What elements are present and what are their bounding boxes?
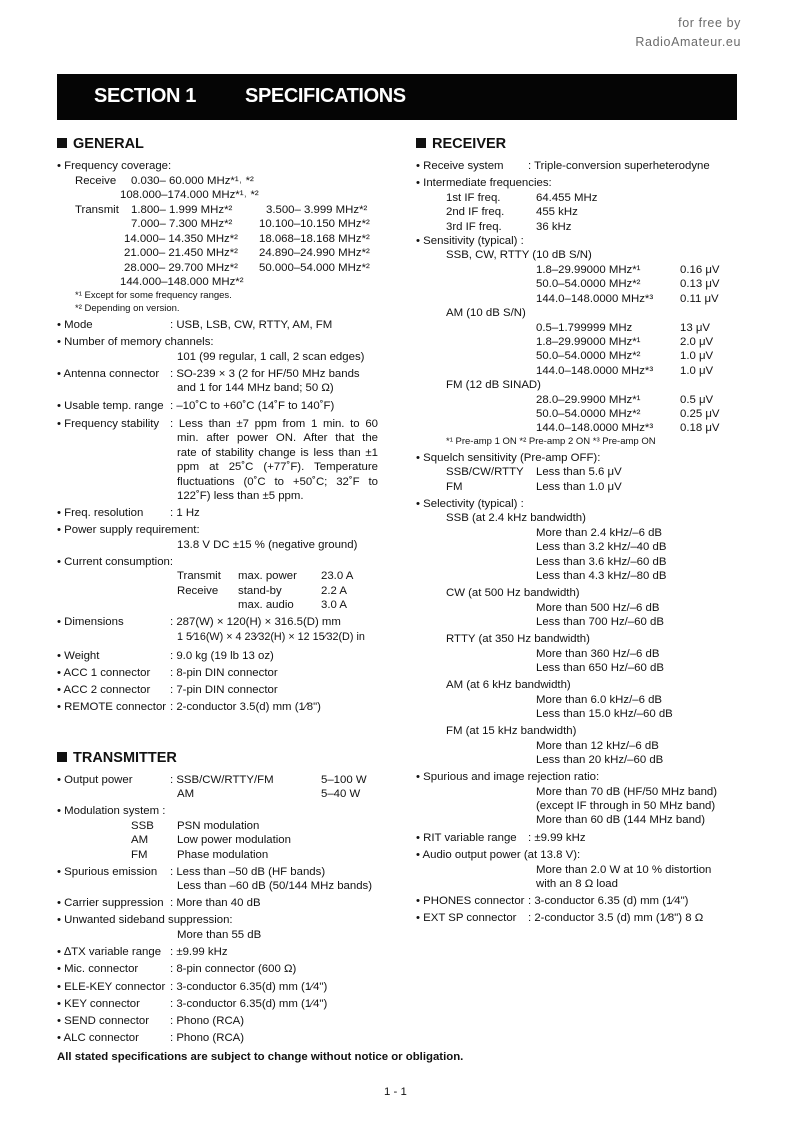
selectivity-value: More than 360 Hz/–6 dB: [536, 648, 660, 660]
output-mode: : SSB/CW/RTTY/FM: [170, 774, 274, 786]
receive-range-1: 0.030– 60.000 MHz*¹˒ *²: [131, 175, 254, 187]
current-condition: max. power: [238, 570, 297, 582]
watermark-line-1: for free by: [678, 16, 741, 30]
stability-value: : Less than ±7 ppm from 1 min. to 60: [170, 418, 378, 430]
sens-value: 0.16 μV: [680, 264, 720, 276]
spurious-image-value: More than 70 dB (HF/50 MHz band): [536, 786, 718, 798]
alc-label: • ALC connector: [57, 1032, 139, 1044]
stability-value: 122˚F) less than ±5 ppm.: [177, 490, 304, 502]
selectivity-label: • Selectivity (typical) :: [416, 498, 524, 510]
section-title: SPECIFICATIONS: [245, 85, 406, 107]
phones-label: • PHONES connector: [416, 895, 525, 907]
audio-output-label: • Audio output power (at 13.8 V):: [416, 849, 581, 861]
selectivity-value: More than 6.0 kHz/–6 dB: [536, 694, 662, 706]
selectivity-mode: RTTY (at 350 Hz bandwidth): [446, 633, 590, 645]
sens-value: 0.25 μV: [680, 408, 720, 420]
stability-label: • Frequency stability: [57, 418, 160, 430]
weight-label: • Weight: [57, 650, 100, 662]
dimensions-mm: : 287(W) × 120(H) × 316.5(D) mm: [170, 616, 341, 628]
remote-value: : 2-conductor 3.5(d) mm (1⁄8"): [170, 701, 321, 713]
selectivity-value: Less than 20 kHz/–60 dB: [536, 754, 664, 766]
selectivity-mode: AM (at 6 kHz bandwidth): [446, 679, 571, 691]
output-mode: AM: [177, 788, 195, 800]
spurious-image-value: (except IF through in 50 MHz band): [536, 800, 716, 812]
dtx-label: • ∆TX variable range: [57, 946, 162, 958]
am-sens-label: AM (10 dB S/N): [446, 307, 526, 319]
selectivity-mode: FM (at 15 kHz bandwidth): [446, 725, 577, 737]
carrier-label: • Carrier suppression: [57, 897, 164, 909]
sens-value: 1.0 μV: [680, 365, 714, 377]
sens-range: 1.8–29.99000 MHz*¹: [536, 264, 641, 276]
current-label: • Current consumption:: [57, 556, 174, 568]
current-value: 3.0 A: [321, 599, 347, 611]
selectivity-mode: CW (at 500 Hz bandwidth): [446, 587, 580, 599]
audio-output-value-2: with an 8 Ω load: [536, 878, 618, 890]
sens-range: 144.0–148.0000 MHz*³: [536, 365, 654, 377]
current-mode: Transmit: [177, 570, 221, 582]
general-heading: [57, 136, 144, 152]
selectivity-value: Less than 3.2 kHz/–40 dB: [536, 541, 667, 553]
sens-range: 144.0–148.0000 MHz*³: [536, 422, 654, 434]
modulation-mode: FM: [131, 849, 148, 861]
alc-value: : Phono (RCA): [170, 1032, 245, 1044]
selectivity-value: More than 12 kHz/–6 dB: [536, 740, 659, 752]
spurious-value-2: Less than –60 dB (50/144 MHz bands): [177, 880, 373, 892]
spurious-image-value: More than 60 dB (144 MHz band): [536, 814, 706, 826]
current-mode: Receive: [177, 585, 219, 597]
power-supply-label: • Power supply requirement:: [57, 524, 200, 536]
selectivity-value: Less than 650 Hz/–60 dB: [536, 662, 664, 674]
phones-value: : 3-conductor 6.35 (d) mm (1⁄4"): [528, 895, 689, 907]
key-label: • KEY connector: [57, 998, 140, 1010]
transmit-range: 18.068–18.168 MHz*²: [259, 233, 370, 245]
selectivity-value: More than 500 Hz/–6 dB: [536, 602, 660, 614]
selectivity-mode: SSB (at 2.4 kHz bandwidth): [446, 512, 586, 524]
elekey-label: • ELE-KEY connector: [57, 981, 166, 993]
square-bullet-icon: [57, 138, 67, 148]
transmit-range: 28.000– 29.700 MHz*²: [124, 262, 238, 274]
transmit-range: 7.000– 7.300 MHz*²: [131, 218, 233, 230]
extsp-label: • EXT SP connector: [416, 912, 517, 924]
carrier-value: : More than 40 dB: [170, 897, 261, 909]
transmit-range: 3.500– 3.999 MHz*²: [266, 204, 368, 216]
sens-range: 50.0–54.0000 MHz*²: [536, 350, 641, 362]
transmit-range: 1.800– 1.999 MHz*²: [131, 204, 233, 216]
selectivity-value: Less than 3.6 kHz/–60 dB: [536, 556, 667, 568]
receive-system-label: • Receive system: [416, 160, 504, 172]
selectivity-value: More than 2.4 kHz/–6 dB: [536, 527, 662, 539]
freq-coverage-label: • Frequency coverage:: [57, 160, 172, 172]
transmit-range: 50.000–54.000 MHz*²: [259, 262, 370, 274]
memory-value: 101 (99 regular, 1 call, 2 scan edges): [177, 351, 365, 363]
receiver-heading-text: RECEIVER: [432, 136, 507, 152]
sens-range: 144.0–148.0000 MHz*³: [536, 293, 654, 305]
stability-value: ppm at 25˚C (+77˚F). Temperature: [177, 461, 378, 473]
transmit-range: 144.000–148.000 MHz*²: [120, 276, 244, 288]
squelch-label: • Squelch sensitivity (Pre-amp OFF):: [416, 452, 601, 464]
output-value: 5–100 W: [321, 774, 367, 786]
modulation-label: • Modulation system :: [57, 805, 166, 817]
transmit-label: Transmit: [75, 204, 119, 216]
receive-system-value: : Triple-conversion superheterodyne: [528, 160, 710, 172]
if-value: 36 kHz: [536, 221, 572, 233]
receive-label: Receive: [75, 175, 117, 187]
resolution-label: • Freq. resolution: [57, 507, 144, 519]
extsp-value: : 2-conductor 3.5 (d) mm (1⁄8") 8 Ω: [528, 912, 704, 924]
current-value: 2.2 A: [321, 585, 347, 597]
sens-value: 0.11 μV: [680, 293, 719, 305]
page-number: 1 - 1: [384, 1086, 407, 1098]
key-value: : 3-conductor 6.35(d) mm (1⁄4"): [170, 998, 328, 1010]
sens-range: 28.0–29.9900 MHz*¹: [536, 394, 641, 406]
sensitivity-label: • Sensitivity (typical) :: [416, 235, 524, 247]
acc2-value: : 7-pin DIN connector: [170, 684, 278, 696]
watermark: [635, 14, 741, 52]
stability-value: fluctuations (0˚C to +50˚C; 32˚F to: [177, 476, 378, 488]
squelch-value: Less than 5.6 μV: [536, 466, 622, 478]
stability-value: min. after power ON. After that the: [177, 432, 378, 444]
square-bullet-icon: [57, 752, 67, 762]
acc2-label: • ACC 2 connector: [57, 684, 151, 696]
elekey-value: : 3-conductor 6.35(d) mm (1⁄4"): [170, 981, 328, 993]
squelch-mode: FM: [446, 481, 463, 493]
preamp-footnote: *¹ Pre-amp 1 ON *² Pre-amp 2 ON *³ Pre-amp ON: [446, 436, 656, 447]
sens-range: 0.5–1.799999 MHz: [536, 322, 633, 334]
sens-value: 13 μV: [680, 322, 710, 334]
if-stage: 3rd IF freq.: [446, 221, 502, 233]
antenna-value-2: and 1 for 144 MHz band; 50 Ω): [177, 382, 334, 394]
if-value: 64.455 MHz: [536, 192, 598, 204]
footnote-2: *² Depending on version.: [75, 303, 180, 314]
dimensions-label: • Dimensions: [57, 616, 124, 628]
modulation-type: PSN modulation: [177, 820, 260, 832]
transmit-range: 21.000– 21.450 MHz*²: [124, 247, 238, 259]
ssb-sens-label: SSB, CW, RTTY (10 dB S/N): [446, 249, 592, 261]
current-condition: stand-by: [238, 585, 282, 597]
resolution-value: : 1 Hz: [170, 507, 200, 519]
watermark-line-2: RadioAmateur.eu: [635, 35, 741, 49]
transmit-range: 14.000– 14.350 MHz*²: [124, 233, 238, 245]
current-value: 23.0 A: [321, 570, 354, 582]
sens-value: 0.5 μV: [680, 394, 714, 406]
modulation-type: Phase modulation: [177, 849, 269, 861]
unwanted-sideband-value: More than 55 dB: [177, 929, 262, 941]
weight-value: : 9.0 kg (19 lb 13 oz): [170, 650, 274, 662]
mode-label: • Mode: [57, 319, 93, 331]
stability-value: rate of stability change is less than ±1: [177, 447, 378, 459]
selectivity-value: Less than 700 Hz/–60 dB: [536, 616, 664, 628]
selectivity-value: Less than 15.0 kHz/–60 dB: [536, 708, 673, 720]
modulation-mode: AM: [131, 834, 149, 846]
acc1-value: : 8-pin DIN connector: [170, 667, 278, 679]
if-stage: 1st IF freq.: [446, 192, 501, 204]
dimensions-in: 1 5⁄16(W) × 4 23⁄32(H) × 12 15⁄32(D) in: [177, 631, 365, 643]
square-bullet-icon: [416, 138, 426, 148]
sens-value: 2.0 μV: [680, 336, 714, 348]
if-value: 455 kHz: [536, 206, 578, 218]
mic-value: : 8-pin connector (600 Ω): [170, 963, 297, 975]
rit-value: : ±9.99 kHz: [528, 832, 586, 844]
receive-range-2: 108.000–174.000 MHz*¹˒ *²: [120, 189, 259, 201]
dtx-value: : ±9.99 kHz: [170, 946, 228, 958]
current-condition: max. audio: [238, 599, 294, 611]
send-value: : Phono (RCA): [170, 1015, 245, 1027]
section-banner: [57, 74, 737, 120]
squelch-mode: SSB/CW/RTTY: [446, 466, 524, 478]
sens-range: 50.0–54.0000 MHz*²: [536, 408, 641, 420]
mode-value: : USB, LSB, CW, RTTY, AM, FM: [170, 319, 333, 331]
output-value: 5–40 W: [321, 788, 361, 800]
spurious-value-1: : Less than –50 dB (HF bands): [170, 866, 326, 878]
sens-range: 1.8–29.99000 MHz*¹: [536, 336, 641, 348]
output-power-label: • Output power: [57, 774, 133, 786]
if-label: • Intermediate frequencies:: [416, 177, 552, 189]
memory-label: • Number of memory channels:: [57, 336, 214, 348]
sens-value: 0.13 μV: [680, 278, 720, 290]
spurious-image-label: • Spurious and image rejection ratio:: [416, 771, 600, 783]
unwanted-sideband-label: • Unwanted sideband suppression:: [57, 914, 233, 926]
modulation-mode: SSB: [131, 820, 154, 832]
transmitter-heading-text: TRANSMITTER: [73, 750, 177, 766]
temp-label: • Usable temp. range: [57, 400, 164, 412]
fm-sens-label: FM (12 dB SINAD): [446, 379, 541, 391]
sens-value: 1.0 μV: [680, 350, 714, 362]
modulation-type: Low power modulation: [177, 834, 291, 846]
antenna-value-1: : SO-239 × 3 (2 for HF/50 MHz bands: [170, 368, 360, 380]
acc1-label: • ACC 1 connector: [57, 667, 151, 679]
power-supply-value: 13.8 V DC ±15 % (negative ground): [177, 539, 358, 551]
selectivity-value: Less than 4.3 kHz/–80 dB: [536, 570, 667, 582]
temp-value: : –10˚C to +60˚C (14˚F to 140˚F): [170, 400, 335, 412]
sens-value: 0.18 μV: [680, 422, 720, 434]
rit-label: • RIT variable range: [416, 832, 517, 844]
footnote-1: *¹ Except for some frequency ranges.: [75, 290, 232, 301]
transmitter-heading: [57, 750, 177, 766]
transmit-range: 10.100–10.150 MHz*²: [259, 218, 370, 230]
footer-notice: All stated specifications are subject to change without notice or obligation.: [57, 1051, 464, 1063]
transmit-range: 24.890–24.990 MHz*²: [259, 247, 370, 259]
antenna-label: • Antenna connector: [57, 368, 160, 380]
squelch-value: Less than 1.0 μV: [536, 481, 622, 493]
sens-range: 50.0–54.0000 MHz*²: [536, 278, 641, 290]
remote-label: • REMOTE connector: [57, 701, 167, 713]
section-number: SECTION 1: [94, 85, 196, 107]
spurious-label: • Spurious emission: [57, 866, 158, 878]
receiver-heading: [416, 136, 506, 152]
mic-label: • Mic. connector: [57, 963, 139, 975]
if-stage: 2nd IF freq.: [446, 206, 505, 218]
send-label: • SEND connector: [57, 1015, 149, 1027]
general-heading-text: GENERAL: [73, 136, 144, 152]
audio-output-value-1: More than 2.0 W at 10 % distortion: [536, 864, 712, 876]
